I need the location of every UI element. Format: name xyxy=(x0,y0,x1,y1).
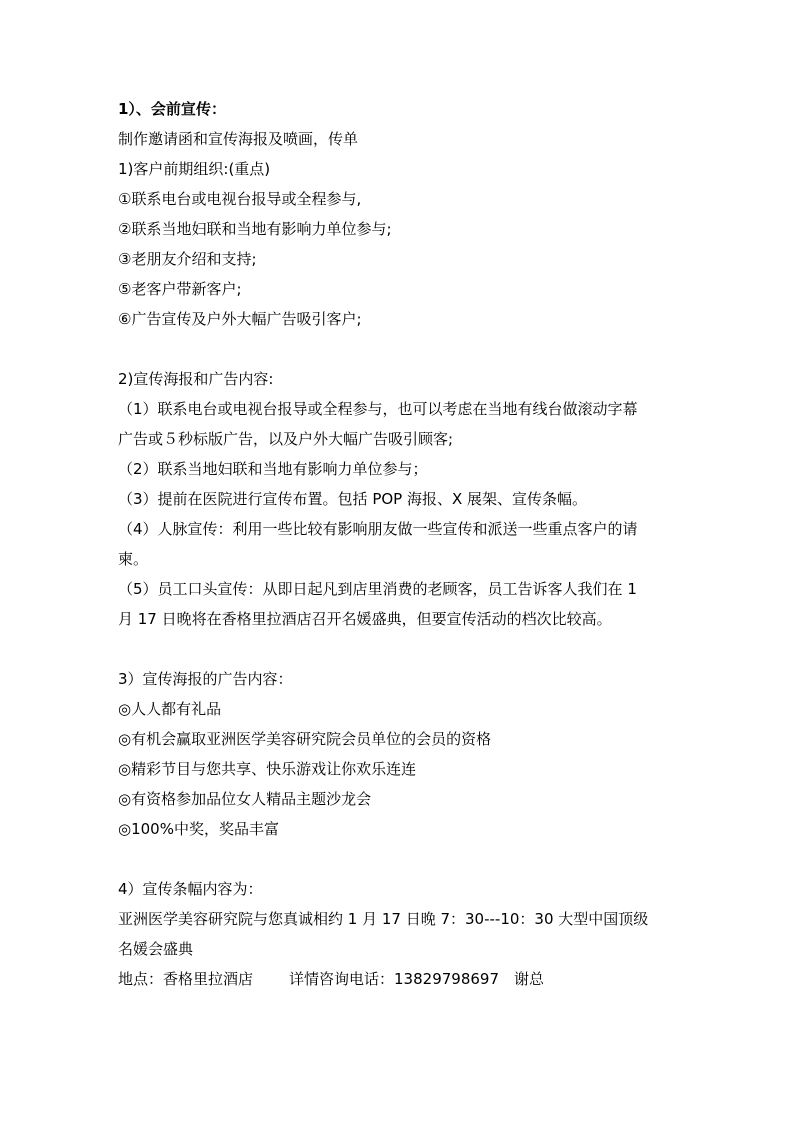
document-page xyxy=(118,94,678,994)
list-item: ◎人人都有礼品 xyxy=(118,700,222,718)
paragraph-line: 广告或５秒标版广告，以及户外大幅广告吸引顾客; xyxy=(118,430,454,448)
list-item: ◎有资格参加品位女人精品主题沙龙会 xyxy=(118,790,372,808)
section-2-title: 2)宣传海报和广告内容: xyxy=(118,370,274,388)
intro-text: 制作邀请函和宣传海报及喷画，传单 xyxy=(118,130,359,148)
spacer xyxy=(118,634,678,664)
section-heading: 1）、会前宣传： xyxy=(118,100,226,118)
spacer xyxy=(118,844,678,874)
paragraph-line: 亚洲医学美容研究院与您真诚相约 1 月 17 日晚 7：30---10：30 大型中国顶级 xyxy=(118,910,649,928)
paragraph-line: 柬。 xyxy=(118,550,149,568)
list-item: ③老朋友介绍和支持; xyxy=(118,250,257,268)
paragraph-line: （4）人脉宣传：利用一些比较有影响朋友做一些宣传和派送一些重点客户的请 xyxy=(118,520,638,538)
list-item: ⑥广告宣传及户外大幅广告吸引客户; xyxy=(118,310,362,328)
paragraph-line: （5）员工口头宣传：从即日起凡到店里消费的老顾客，员工告诉客人我们在 1 xyxy=(118,580,637,598)
paragraph-line: （3）提前在医院进行宣传布置。包括 POP 海报、X 展架、宣传条幅。 xyxy=(118,490,588,508)
section-3-title: 3）宣传海报的广告内容： xyxy=(118,670,293,688)
location-text: 地点：香格里拉酒店 xyxy=(118,970,254,988)
paragraph-line: （1）联系电台或电视台报导或全程参与，也可以考虑在当地有线台做滚动字幕 xyxy=(118,400,638,418)
section-4-title: 4）宣传条幅内容为： xyxy=(118,880,263,898)
list-item: ◎100%中奖，奖品丰富 xyxy=(118,820,279,838)
contact-line xyxy=(118,964,678,994)
list-item: ⑤老客户带新客户; xyxy=(118,280,242,298)
section-1-title: 1)客户前期组织:(重点) xyxy=(118,160,271,178)
paragraph-line: （2）联系当地妇联和当地有影响力单位参与； xyxy=(118,460,428,478)
contact-text: 详情咨询电话：13829798697 谢总 xyxy=(289,970,544,988)
list-item: ②联系当地妇联和当地有影响力单位参与; xyxy=(118,220,392,238)
spacer xyxy=(118,334,678,364)
list-item: ①联系电台或电视台报导或全程参与, xyxy=(118,190,362,208)
paragraph-line: 月 17 日晚将在香格里拉酒店召开名媛盛典，但要宣传活动的档次比较高。 xyxy=(118,610,612,628)
list-item: ◎有机会赢取亚洲医学美容研究院会员单位的会员的资格 xyxy=(118,730,492,748)
list-item: ◎精彩节目与您共享、快乐游戏让你欢乐连连 xyxy=(118,760,417,778)
paragraph-line: 名媛会盛典 xyxy=(118,940,194,958)
